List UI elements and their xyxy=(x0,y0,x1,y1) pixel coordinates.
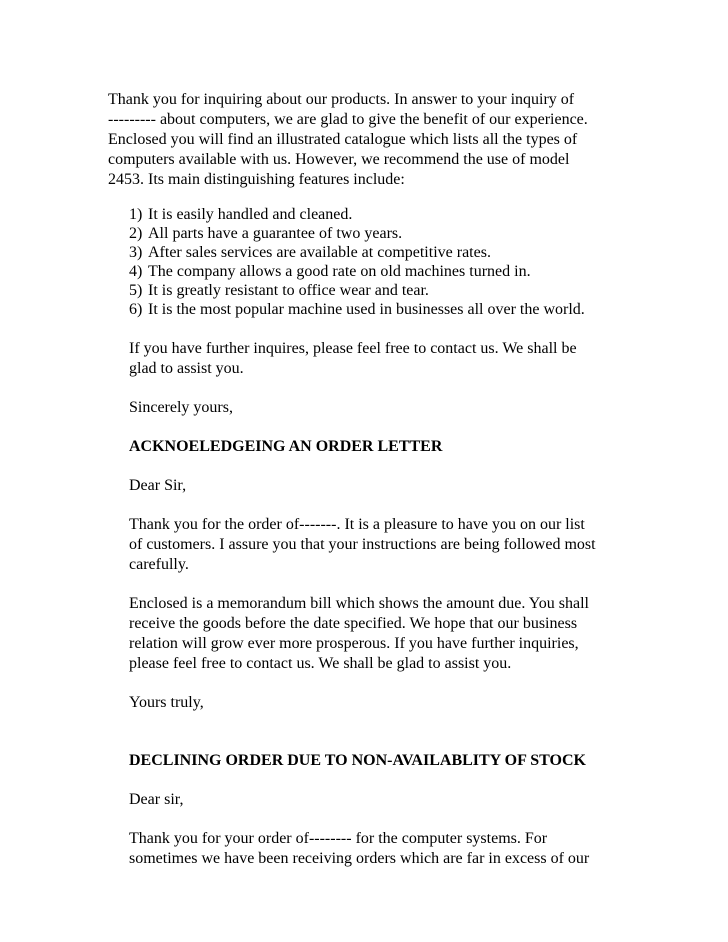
intro-line-4: computers available with us. However, we recommend the use of model xyxy=(108,151,570,168)
feature-item-5 xyxy=(129,281,429,301)
feature-number: 2) xyxy=(129,225,143,242)
feature-text: It is greatly resistant to office wear and tear. xyxy=(148,282,429,299)
ack-para2-line-2: receive the goods before the date specified. We hope that our business xyxy=(129,615,578,632)
section-heading-declining: DECLINING ORDER DUE TO NON-AVAILABLITY OF STOCK xyxy=(129,752,586,769)
ack-para2-line-3: relation will grow ever more prosperous. If you have further inquiries, xyxy=(129,635,579,652)
intro-line-1: Thank you for inquiring about our products. In answer to your inquiry of xyxy=(108,91,575,108)
ack-para2-line-4: please feel free to contact us. We shall be glad to assist you. xyxy=(129,655,512,672)
feature-item-1 xyxy=(129,205,352,225)
feature-text: All parts have a guarantee of two years. xyxy=(148,225,403,242)
salutation-dear-sir-2: Dear sir, xyxy=(129,791,184,808)
feature-text: It is the most popular machine used in businesses all over the world. xyxy=(148,301,585,318)
feature-item-6 xyxy=(129,300,585,320)
intro-line-3: Enclosed you will find an illustrated catalogue which lists all the types of xyxy=(108,131,578,148)
ack-para1-line-2: of customers. I assure you that your instructions are being followed most xyxy=(129,536,596,553)
feature-number: 1) xyxy=(129,206,143,223)
ack-para2-line-1: Enclosed is a memorandum bill which shows the amount due. You shall xyxy=(129,595,589,612)
feature-text: The company allows a good rate on old machines turned in. xyxy=(148,263,531,280)
feature-text: It is easily handled and cleaned. xyxy=(148,206,353,223)
feature-item-2 xyxy=(129,224,402,244)
signoff-yours-truly: Yours truly, xyxy=(129,694,204,711)
feature-item-4 xyxy=(129,262,531,282)
feature-number: 4) xyxy=(129,263,143,280)
salutation-dear-sir: Dear Sir, xyxy=(129,477,187,494)
signoff-sincerely: Sincerely yours, xyxy=(129,399,233,416)
closing-line-2: glad to assist you. xyxy=(129,360,244,377)
feature-text: After sales services are available at competitive rates. xyxy=(148,244,491,261)
feature-number: 3) xyxy=(129,244,143,261)
intro-line-5: 2453. Its main distinguishing features include: xyxy=(108,171,405,188)
feature-number: 6) xyxy=(129,301,143,318)
decline-para1-line-2: sometimes we have been receiving orders which are far in excess of our xyxy=(129,850,590,867)
feature-item-3 xyxy=(129,243,491,263)
ack-para1-line-1: Thank you for the order of-------. It is a pleasure to have you on our list xyxy=(129,516,585,533)
section-heading-acknowledging: ACKNOELEDGEING AN ORDER LETTER xyxy=(129,438,443,455)
closing-line-1: If you have further inquires, please feel free to contact us. We shall be xyxy=(129,340,577,357)
ack-para1-line-3: carefully. xyxy=(129,556,189,573)
intro-line-2: --------- about computers, we are glad to give the benefit of our experience. xyxy=(108,111,588,128)
feature-number: 5) xyxy=(129,282,143,299)
decline-para1-line-1: Thank you for your order of-------- for the computer systems. For xyxy=(129,830,548,847)
